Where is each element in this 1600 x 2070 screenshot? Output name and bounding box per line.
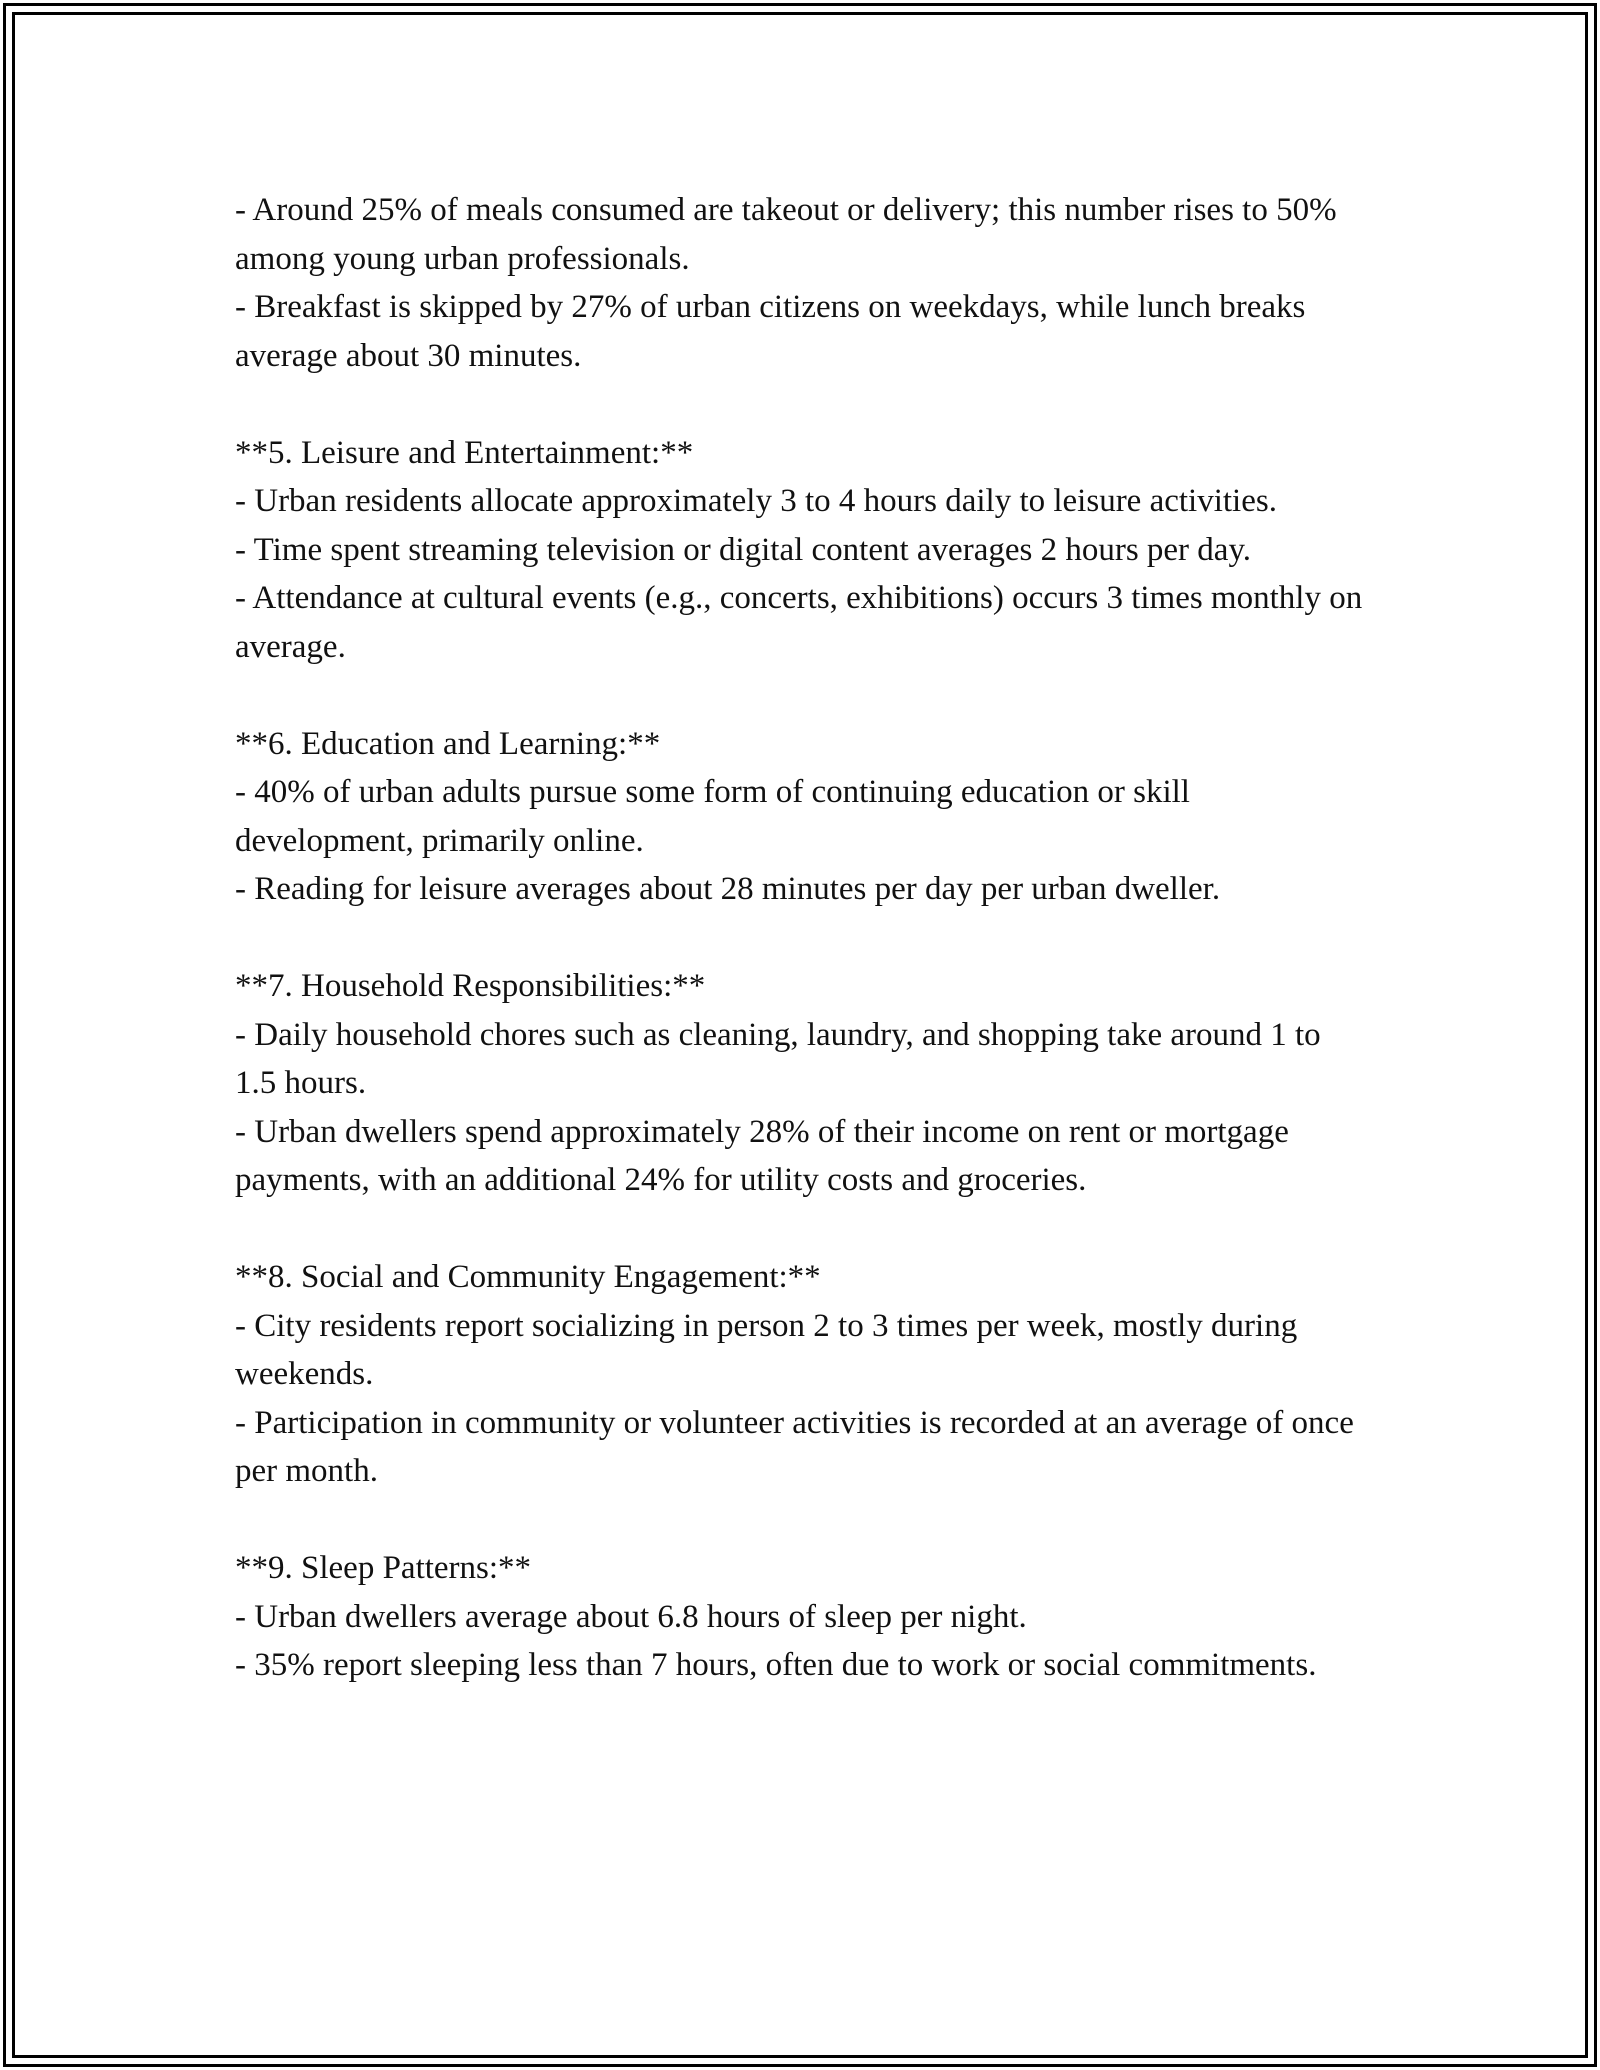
list-item: - Daily household chores such as cleaning, laundry, and shopping take around 1 to 1.5 hours. bbox=[235, 1016, 1321, 1101]
list-item: - Urban dwellers spend approximately 28% of their income on rent or mortgage payments, with an additional 24% for utility costs and groceries. bbox=[235, 1113, 1289, 1198]
section-heading: **6. Education and Learning:** bbox=[235, 725, 661, 762]
section-heading: **9. Sleep Patterns:** bbox=[235, 1550, 532, 1586]
section-meals bbox=[235, 186, 1365, 380]
section-leisure bbox=[235, 429, 1365, 672]
list-item: - Breakfast is skipped by 27% of urban citizens on weekdays, while lunch breaks average about 30 minutes. bbox=[235, 289, 1306, 374]
list-item: - Urban residents allocate approximately 3 to 4 hours daily to leisure activities. bbox=[235, 483, 1277, 519]
list-item: - 35% report sleeping less than 7 hours, often due to work or social commitments. bbox=[235, 1647, 1317, 1683]
list-item: - Urban dwellers average about 6.8 hours of sleep per night. bbox=[235, 1598, 1027, 1635]
list-item: - City residents report socializing in person 2 to 3 times per week, mostly during weekends. bbox=[235, 1307, 1298, 1392]
section-social bbox=[235, 1253, 1365, 1496]
list-item: - 40% of urban adults pursue some form of continuing education or skill development, primarily online. bbox=[235, 774, 1190, 859]
section-sleep bbox=[235, 1544, 1365, 1690]
section-heading: **8. Social and Community Engagement:** bbox=[235, 1259, 821, 1295]
document-body bbox=[235, 186, 1365, 1738]
section-heading: **5. Leisure and Entertainment:** bbox=[235, 434, 694, 471]
section-household bbox=[235, 962, 1365, 1205]
list-item: - Around 25% of meals consumed are takeout or delivery; this number rises to 50% among young urban professionals. bbox=[235, 192, 1337, 277]
list-item: - Attendance at cultural events (e.g., concerts, exhibitions) occurs 3 times monthly on average. bbox=[235, 580, 1363, 665]
list-item: - Reading for leisure averages about 28 minutes per day per urban dweller. bbox=[235, 871, 1221, 907]
list-item: - Participation in community or volunteer activities is recorded at an average of once per month. bbox=[235, 1404, 1354, 1489]
list-item: - Time spent streaming television or digital content averages 2 hours per day. bbox=[235, 531, 1252, 568]
section-heading: **7. Household Responsibilities:** bbox=[235, 968, 706, 1004]
section-education bbox=[235, 720, 1365, 914]
